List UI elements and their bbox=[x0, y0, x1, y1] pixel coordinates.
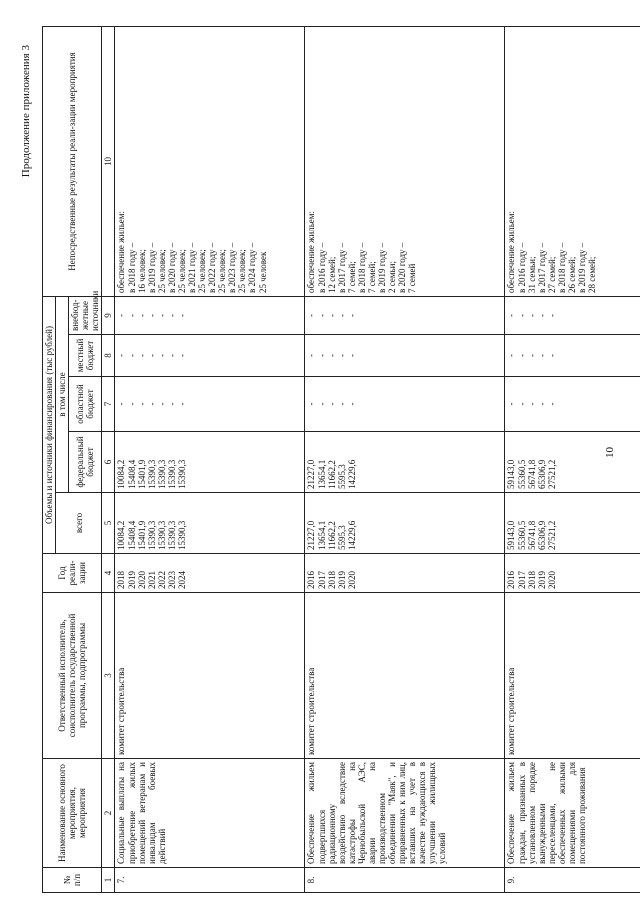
local-cell-line: - bbox=[536, 354, 547, 357]
regional-cell-line: - bbox=[136, 402, 147, 406]
total-cell-line: 27521,2 bbox=[546, 520, 557, 550]
regional-cell bbox=[305, 377, 505, 432]
year-cell bbox=[115, 554, 305, 593]
result-cell-line: 25 человек bbox=[257, 251, 268, 293]
responsible-executor: комитет строительства bbox=[115, 593, 305, 759]
year-cell-line: 2018 bbox=[526, 571, 537, 589]
extrabudget-cell-line: - bbox=[156, 314, 167, 317]
result-cell-line: 2 семьи; bbox=[387, 261, 398, 293]
extrabudget-cell-line: - bbox=[306, 314, 317, 317]
result-cell-line: в 2018 году – bbox=[356, 242, 367, 293]
result-cell-line: обеспечение жильем: bbox=[506, 211, 517, 293]
total-cell-line: 15401,9 bbox=[136, 520, 147, 550]
result-cell-line: 28 семей; bbox=[587, 256, 598, 293]
year-cell bbox=[505, 554, 640, 593]
year-cell bbox=[305, 554, 505, 593]
local-cell-line: - bbox=[116, 354, 127, 357]
local-cell bbox=[505, 335, 640, 377]
total-cell-line: 59143,0 bbox=[506, 520, 517, 550]
total-cell-line: 5595,3 bbox=[336, 525, 347, 550]
total-cell-line: 65306,9 bbox=[536, 520, 547, 550]
federal-cell-line: 21227,0 bbox=[306, 459, 317, 489]
year-cell-line: 2016 bbox=[506, 571, 517, 589]
result-cell-line: обеспечение жильем: bbox=[116, 211, 127, 293]
row-number: 7. bbox=[115, 868, 305, 893]
local-cell bbox=[115, 335, 305, 377]
result-cell-line: 25 человек; bbox=[176, 249, 187, 293]
local-cell-line: - bbox=[526, 354, 537, 357]
year-cell-line: 2019 bbox=[336, 571, 347, 589]
result-cell-line: 25 человек; bbox=[156, 249, 167, 293]
local-cell-line: - bbox=[506, 354, 517, 357]
local-cell-line: - bbox=[176, 354, 187, 357]
year-cell-line: 2019 bbox=[126, 571, 137, 589]
extrabudget-cell-line: - bbox=[336, 314, 347, 317]
extrabudget-cell bbox=[305, 296, 505, 334]
extrabudget-cell-line: - bbox=[176, 314, 187, 317]
year-cell-line: 2017 bbox=[316, 571, 327, 589]
result-cell-line: обеспечение жильем: bbox=[306, 211, 317, 293]
local-cell-line: - bbox=[346, 354, 357, 357]
page-number: 10 bbox=[604, 447, 616, 458]
extrabudget-cell bbox=[505, 296, 640, 334]
total-cell-line: 10084,2 bbox=[116, 520, 127, 550]
extrabudget-cell-line: - bbox=[136, 314, 147, 317]
total-cell-line: 15390,3 bbox=[156, 520, 167, 550]
federal-cell-line: 65306,9 bbox=[536, 459, 547, 489]
header-name: Наименование основного мероприятия, мероприятия bbox=[43, 759, 102, 868]
regional-cell-line: - bbox=[166, 402, 177, 406]
total-cell-line: 11662,2 bbox=[326, 521, 337, 550]
result-cell-line: в 2021 году – bbox=[187, 242, 198, 293]
federal-cell-line: 13654,1 bbox=[316, 459, 327, 489]
federal-cell-line: 11662,2 bbox=[326, 460, 337, 489]
result-cell-line: в 2018 году – bbox=[556, 242, 567, 293]
local-cell-line: - bbox=[326, 354, 337, 357]
extrabudget-cell-line: - bbox=[166, 314, 177, 317]
result-cell-line: 16 человек; bbox=[136, 249, 147, 293]
extrabudget-cell-line: - bbox=[326, 314, 337, 317]
col-number: 10 bbox=[102, 26, 115, 296]
result-cell bbox=[305, 26, 505, 296]
federal-cell-line: 59143,0 bbox=[506, 459, 517, 489]
header-federal: федеральный бюджет bbox=[69, 432, 102, 493]
header-local: местный бюджет bbox=[69, 335, 102, 377]
regional-cell-line: - bbox=[126, 402, 137, 406]
regional-cell-line: - bbox=[146, 402, 157, 406]
regional-cell-line: - bbox=[116, 402, 127, 406]
federal-cell-line: 15408,4 bbox=[126, 459, 137, 489]
year-cell-line: 2020 bbox=[346, 571, 357, 589]
row-number: 9. bbox=[505, 868, 640, 893]
col-number: 5 bbox=[102, 493, 115, 554]
regional-cell-line: - bbox=[316, 402, 327, 406]
result-cell-line: 25 человек; bbox=[237, 249, 248, 293]
result-cell-line: в 2017 году – bbox=[536, 242, 547, 293]
activity-name: Обеспечение жильем граждан, признанных в установленном порядке вынужденными переселенцами, не обеспеченных жилыми помещениями для постоянного проживания bbox=[505, 759, 640, 868]
extrabudget-cell-line: - bbox=[346, 314, 357, 317]
year-cell-line: 2020 bbox=[546, 571, 557, 589]
regional-cell-line: - bbox=[336, 402, 347, 406]
header-results: Непосредственные результаты реали-зации мероприятия bbox=[43, 26, 102, 296]
col-number: 9 bbox=[102, 296, 115, 334]
table-row bbox=[505, 26, 640, 892]
total-cell-line: 55360,5 bbox=[516, 520, 527, 550]
federal-cell-line: 15390,3 bbox=[156, 459, 167, 489]
col-number: 3 bbox=[102, 593, 115, 759]
result-cell-line: 25 человек; bbox=[197, 249, 208, 293]
regional-cell-line: - bbox=[306, 402, 317, 406]
col-number: 2 bbox=[102, 759, 115, 868]
extrabudget-cell bbox=[115, 296, 305, 334]
year-cell-line: 2021 bbox=[146, 571, 157, 589]
year-cell-line: 2018 bbox=[116, 571, 127, 589]
result-cell bbox=[505, 26, 640, 296]
local-cell-line: - bbox=[306, 354, 317, 357]
federal-cell-line: 15390,3 bbox=[146, 459, 157, 489]
federal-cell-line: 15390,3 bbox=[166, 459, 177, 489]
total-cell-line: 15390,3 bbox=[166, 520, 177, 550]
year-cell-line: 2016 bbox=[306, 571, 317, 589]
table-row bbox=[305, 26, 505, 892]
regional-cell bbox=[505, 377, 640, 432]
result-cell-line: в 2017 году – bbox=[336, 242, 347, 293]
result-cell-line: в 2022 году – bbox=[207, 242, 218, 293]
extrabudget-cell-line: - bbox=[536, 314, 547, 317]
total-cell-line: 15390,3 bbox=[146, 520, 157, 550]
federal-cell-line: 55360,5 bbox=[516, 459, 527, 489]
result-cell-line: 7 семей; bbox=[346, 261, 357, 293]
total-cell-line: 56741,8 bbox=[526, 520, 537, 550]
total-cell-line: 15390,3 bbox=[176, 520, 187, 550]
extrabudget-cell-line: - bbox=[126, 314, 137, 317]
local-cell-line: - bbox=[156, 354, 167, 357]
federal-cell bbox=[305, 432, 505, 493]
result-cell-line: в 2016 году – bbox=[516, 242, 527, 293]
activity-name: Обеспечение жильем подвергшихся радиационному воздействию вследствие катастрофы на Чернобыльской АЭС, аварии на производственном объединении "Маяк", и приравненных к ним лиц, вставших на учет в качестве нуждающихся в улучшении жилищных условий bbox=[305, 759, 505, 868]
result-cell-line: в 2024 году – bbox=[247, 242, 258, 293]
total-cell-line: 14229,6 bbox=[346, 520, 357, 550]
responsible-executor: комитет строительства bbox=[505, 593, 640, 759]
result-cell-line: 7 семей; bbox=[366, 261, 377, 293]
federal-cell-line: 15401,9 bbox=[136, 459, 147, 489]
local-cell-line: - bbox=[126, 354, 137, 357]
regional-cell-line: - bbox=[346, 402, 357, 406]
regional-cell bbox=[115, 377, 305, 432]
regional-cell-line: - bbox=[506, 402, 517, 406]
federal-cell-line: 5595,3 bbox=[336, 464, 347, 489]
extrabudget-cell-line: - bbox=[516, 314, 527, 317]
column-number-row bbox=[102, 26, 115, 892]
local-cell-line: - bbox=[546, 354, 557, 357]
extrabudget-cell-line: - bbox=[506, 314, 517, 317]
total-cell-line: 21227,0 bbox=[306, 520, 317, 550]
total-cell-line: 15408,4 bbox=[126, 520, 137, 550]
local-cell bbox=[305, 335, 505, 377]
result-cell-line: 12 семей; bbox=[326, 256, 337, 293]
activity-name: Социальные выплаты на приобретение жилых помещений ветеранам и инвалидам боевых действий bbox=[115, 759, 305, 868]
extrabudget-cell-line: - bbox=[526, 314, 537, 317]
year-cell-line: 2022 bbox=[156, 571, 167, 589]
result-cell-line: в 2023 году – bbox=[227, 242, 238, 293]
result-cell-line: 7 семей bbox=[407, 263, 418, 293]
result-cell-line: 25 человек; bbox=[217, 249, 228, 293]
col-number: 6 bbox=[102, 432, 115, 493]
col-number: 8 bbox=[102, 335, 115, 377]
result-cell-line: 31 семьи; bbox=[526, 256, 537, 293]
result-cell-line: в 2018 году – bbox=[126, 242, 137, 293]
local-cell-line: - bbox=[336, 354, 347, 357]
federal-cell-line: 14229,6 bbox=[346, 459, 357, 489]
extrabudget-cell-line: - bbox=[146, 314, 157, 317]
local-cell-line: - bbox=[316, 354, 327, 357]
result-cell-line: в 2019 году – bbox=[377, 242, 388, 293]
header-executor: Ответственный исполнитель, соисполнитель государственной программы, подпрограммы bbox=[43, 593, 102, 759]
year-cell-line: 2017 bbox=[516, 571, 527, 589]
extrabudget-cell-line: - bbox=[116, 314, 127, 317]
extrabudget-cell-line: - bbox=[546, 314, 557, 317]
federal-cell-line: 56741,8 bbox=[526, 459, 537, 489]
regional-cell-line: - bbox=[326, 402, 337, 406]
total-cell bbox=[505, 493, 640, 554]
regional-cell-line: - bbox=[516, 402, 527, 406]
result-cell-line: 26 семей; bbox=[566, 256, 577, 293]
responsible-executor: комитет строительства bbox=[305, 593, 505, 759]
program-table bbox=[42, 26, 640, 893]
table-row bbox=[115, 26, 305, 892]
total-cell bbox=[115, 493, 305, 554]
regional-cell-line: - bbox=[176, 402, 187, 406]
year-cell-line: 2019 bbox=[536, 571, 547, 589]
extrabudget-cell-line: - bbox=[316, 314, 327, 317]
local-cell-line: - bbox=[166, 354, 177, 357]
regional-cell-line: - bbox=[536, 402, 547, 406]
federal-cell-line: 15390,3 bbox=[176, 459, 187, 489]
header-in-total: в том числе bbox=[56, 296, 69, 492]
result-cell bbox=[115, 26, 305, 296]
header-total: всего bbox=[56, 493, 102, 554]
continuation-title: Продолжение приложения 3 bbox=[20, 45, 32, 178]
year-cell-line: 2020 bbox=[136, 571, 147, 589]
result-cell-line: в 2019 году – bbox=[577, 242, 588, 293]
total-cell-line: 13654,1 bbox=[316, 520, 327, 550]
row-number: 8. bbox=[305, 868, 505, 893]
local-cell-line: - bbox=[146, 354, 157, 357]
header-financing: Объемы и источники финансирования (тыс рублей) bbox=[43, 296, 56, 553]
regional-cell-line: - bbox=[156, 402, 167, 406]
result-cell-line: в 2020 году – bbox=[166, 242, 177, 293]
header-year: Год реали-зации bbox=[43, 554, 102, 593]
result-cell-line: 27 семей; bbox=[546, 256, 557, 293]
year-cell-line: 2023 bbox=[166, 571, 177, 589]
federal-cell-line: 27521,2 bbox=[546, 459, 557, 489]
col-number: 4 bbox=[102, 554, 115, 593]
federal-cell-line: 10084,2 bbox=[116, 459, 127, 489]
local-cell-line: - bbox=[136, 354, 147, 357]
table-body bbox=[115, 26, 640, 892]
federal-cell bbox=[115, 432, 305, 493]
regional-cell-line: - bbox=[526, 402, 537, 406]
year-cell-line: 2024 bbox=[176, 571, 187, 589]
col-number: 1 bbox=[102, 868, 115, 893]
col-number: 7 bbox=[102, 377, 115, 432]
regional-cell-line: - bbox=[546, 402, 557, 406]
local-cell-line: - bbox=[516, 354, 527, 357]
header-regional: областной бюджет bbox=[69, 377, 102, 432]
federal-cell bbox=[505, 432, 640, 493]
total-cell bbox=[305, 493, 505, 554]
result-cell-line: в 2020 году – bbox=[397, 242, 408, 293]
result-cell-line: в 2019 году – bbox=[146, 242, 157, 293]
result-cell-line: в 2016 году – bbox=[316, 242, 327, 293]
year-cell-line: 2018 bbox=[326, 571, 337, 589]
header-num: № п/п bbox=[43, 868, 102, 893]
header-extrabudget: внебюд-жетные источники bbox=[69, 296, 102, 334]
